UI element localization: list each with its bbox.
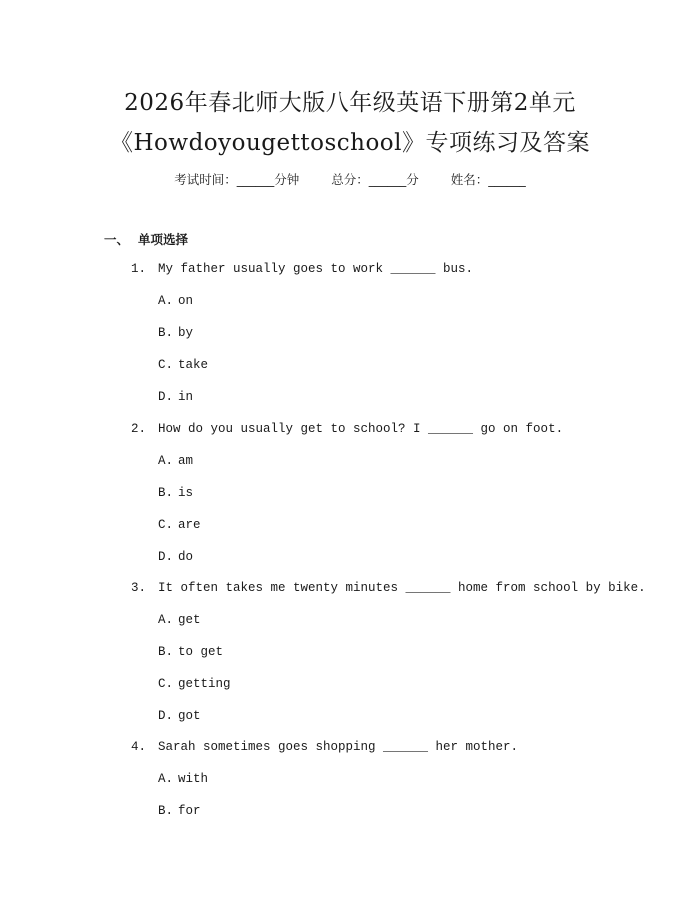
option-text: on — [178, 294, 194, 308]
option-1d — [158, 390, 193, 404]
exam-info — [0, 170, 700, 188]
option-letter: A. — [158, 613, 174, 627]
option-1c — [158, 358, 208, 372]
option-letter: D. — [158, 550, 174, 564]
option-text: do — [178, 550, 194, 564]
option-letter: C. — [158, 518, 174, 532]
name-field: 姓名：______ — [450, 172, 526, 187]
question-number: 4. — [131, 740, 147, 754]
question-text: How do you usually get to school? I ______ go on foot. — [158, 422, 564, 436]
section-title: 单项选择 — [138, 232, 189, 247]
option-letter: A. — [158, 772, 174, 786]
option-letter: A. — [158, 454, 174, 468]
option-text: take — [178, 358, 209, 372]
question-number: 2. — [131, 422, 147, 436]
question-number: 1. — [131, 262, 147, 276]
option-letter: C. — [158, 677, 174, 691]
option-2c — [158, 518, 201, 532]
title-line-1: 2026年春北师大版八年级英语下册第2单元 — [124, 90, 576, 116]
option-2b — [158, 486, 193, 500]
option-2d — [158, 550, 193, 564]
option-text: in — [178, 390, 194, 404]
option-3c — [158, 677, 231, 691]
option-3d — [158, 709, 201, 723]
title-line-2: 《Howdoyougettoschool》专项练习及答案 — [109, 130, 591, 156]
option-text: got — [178, 709, 201, 723]
question-text: My father usually goes to work ______ bus. — [158, 262, 474, 276]
option-text: are — [178, 518, 201, 532]
option-4b — [158, 804, 201, 818]
question-3 — [131, 581, 646, 595]
question-text: It often takes me twenty minutes ______ home from school by bike. — [158, 581, 646, 595]
question-text: Sarah sometimes goes shopping ______ her mother. — [158, 740, 519, 754]
question-1 — [131, 262, 473, 276]
section-number: 一、 — [104, 232, 130, 247]
option-letter: D. — [158, 709, 174, 723]
option-letter: B. — [158, 645, 174, 659]
option-1b — [158, 326, 193, 340]
option-letter: B. — [158, 804, 174, 818]
exam-time-field: 考试时间：______分钟 — [174, 172, 300, 187]
option-text: by — [178, 326, 194, 340]
option-text: getting — [178, 677, 231, 691]
option-text: get — [178, 613, 201, 627]
option-letter: A. — [158, 294, 174, 308]
option-3a — [158, 613, 201, 627]
option-letter: B. — [158, 326, 174, 340]
option-3b — [158, 645, 223, 659]
option-letter: D. — [158, 390, 174, 404]
option-text: for — [178, 804, 201, 818]
option-4a — [158, 772, 208, 786]
option-text: is — [178, 486, 194, 500]
option-text: with — [178, 772, 209, 786]
option-text: to get — [178, 645, 224, 659]
section-heading — [104, 230, 188, 248]
option-letter: B. — [158, 486, 174, 500]
question-number: 3. — [131, 581, 147, 595]
option-text: am — [178, 454, 194, 468]
question-2 — [131, 422, 563, 436]
option-letter: C. — [158, 358, 174, 372]
option-2a — [158, 454, 193, 468]
total-score-field: 总分：______分 — [331, 172, 419, 187]
option-1a — [158, 294, 193, 308]
question-4 — [131, 740, 518, 754]
